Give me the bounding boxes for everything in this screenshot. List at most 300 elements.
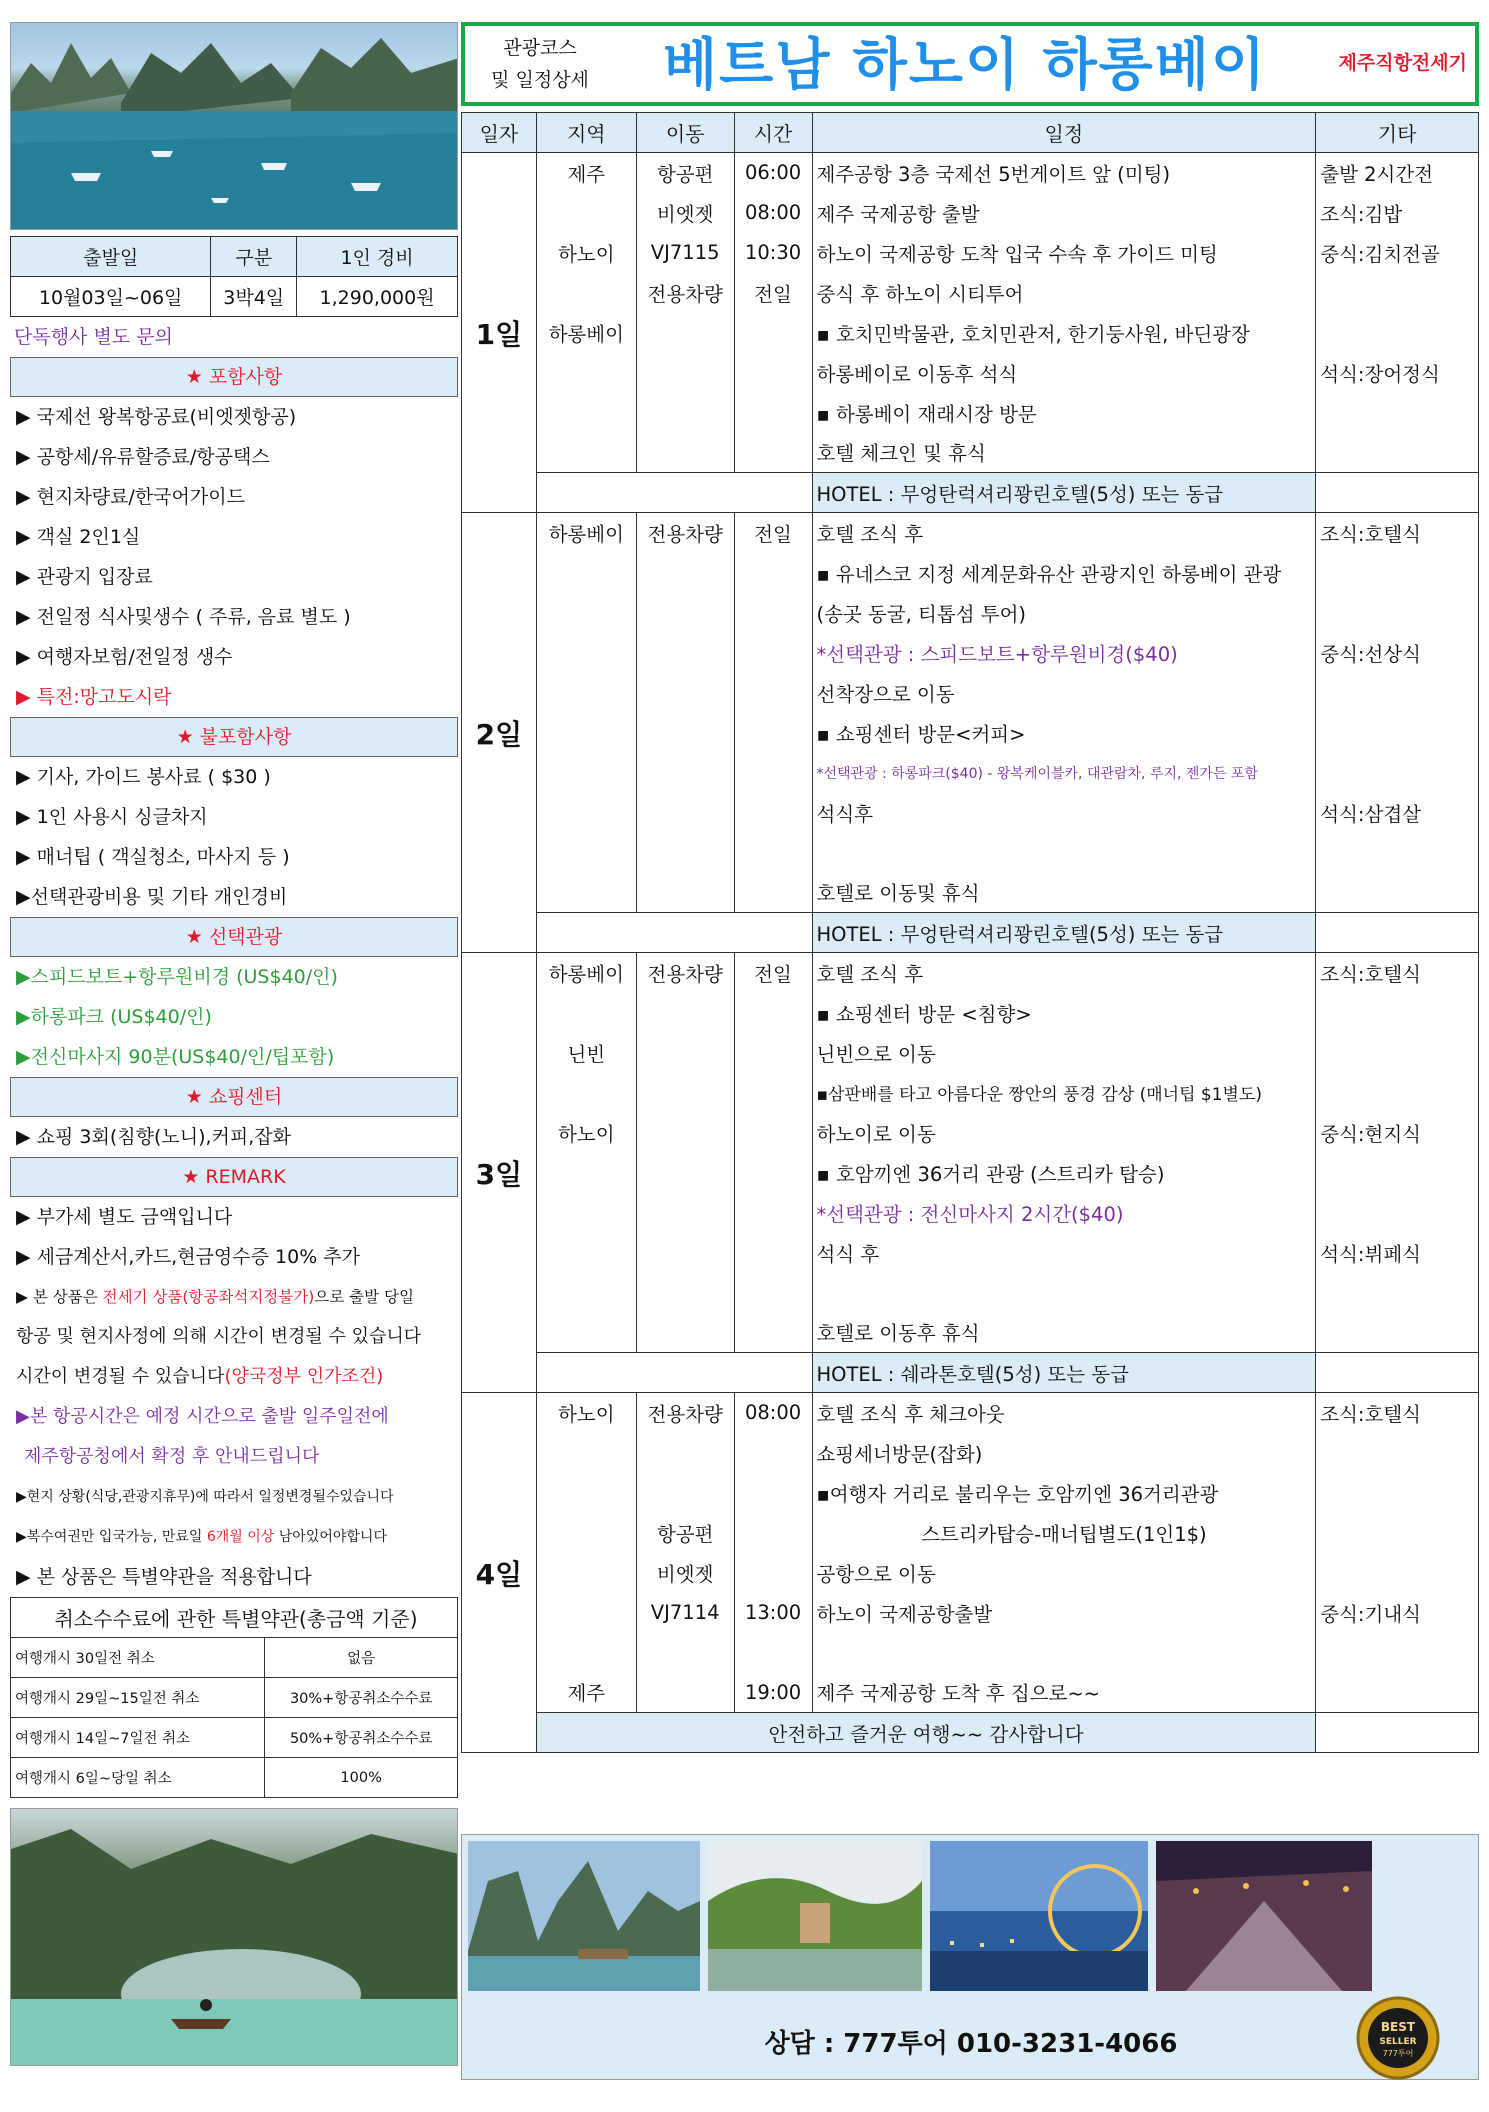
price-table: [10, 236, 458, 317]
hotel-row: [462, 473, 1479, 513]
ferris-wheel-night-photo: [930, 1841, 1148, 1991]
hotel-row-spacer: [536, 913, 812, 953]
badge-text-best: BEST: [1380, 2020, 1416, 2034]
etc-cell: [1316, 713, 1479, 753]
transport-cell: 전용차량: [636, 513, 734, 553]
etc-cell: [1316, 833, 1479, 873]
schedule-cell: 중식 후 하노이 시티투어: [812, 273, 1316, 313]
etc-cell: 조식:호텔식: [1316, 513, 1479, 553]
region-cell: 하노이: [536, 1393, 636, 1433]
remark-highlight: 6개월 이상: [206, 1529, 275, 1545]
transport-cell: [636, 753, 734, 793]
schedule-cell: [812, 1273, 1316, 1313]
region-cell: [536, 1073, 636, 1113]
region-cell: [536, 633, 636, 673]
thanks-row: [462, 1713, 1479, 1753]
etc-cell: [1316, 993, 1479, 1033]
etc-cell: [1316, 1433, 1479, 1473]
table-row: [462, 673, 1479, 713]
day-label: 4일: [462, 1393, 537, 1753]
remark-text: ▶ 본 상품은: [16, 1288, 103, 1306]
col-header-region: 지역: [536, 113, 636, 153]
transport-cell: [636, 433, 734, 473]
transport-cell: [636, 1633, 734, 1673]
time-cell: 08:00: [734, 193, 812, 233]
cancellation-fee: 100%: [265, 1758, 458, 1798]
optional-section-title: ★ 선택관광: [10, 917, 458, 957]
thanks-message: 안전하고 즐거운 여행~~ 감사합니다: [536, 1713, 1315, 1753]
best-seller-badge: [1348, 1995, 1448, 2081]
remark-text: 시간이 변경될 수 있습니다: [16, 1366, 225, 1387]
cancellation-period: 여행개시 30일전 취소: [11, 1638, 265, 1678]
transport-cell: [636, 393, 734, 433]
etc-cell: 중식:선상식: [1316, 633, 1479, 673]
transport-cell: [636, 713, 734, 753]
region-cell: [536, 873, 636, 913]
hotel-row-etc: [1316, 473, 1479, 513]
schedule-cell: 선착장으로 이동: [812, 673, 1316, 713]
cancellation-fee: 30%+항공취소수수료: [265, 1678, 458, 1718]
transport-cell: [636, 1193, 734, 1233]
schedule-cell: ▪삼판배를 타고 아름다운 짱안의 풍경 감상 (매너팁 $1별도): [812, 1073, 1316, 1113]
charter-flight-label: 제주직항전세기: [1338, 52, 1467, 74]
price-cost: 1,290,000원: [297, 277, 458, 317]
cancellation-fee: 없음: [265, 1638, 458, 1678]
remark-line: [10, 1277, 458, 1317]
itinerary-table: [461, 112, 1479, 1753]
region-cell: [536, 1553, 636, 1593]
optional-item: ▶하롱파크 (US$40/인): [16, 1006, 212, 1028]
schedule-cell-optional-tour: *선택관광 : 하롱파크($40) - 왕복케이블카, 대관람차, 루지, 젠가든 포함: [812, 753, 1316, 793]
transport-cell: [636, 1433, 734, 1473]
time-cell: [734, 1113, 812, 1153]
cancellation-period: 여행개시 29일~15일전 취소: [11, 1678, 265, 1718]
table-row: [462, 993, 1479, 1033]
included-item: ▶ 여행자보험/전일정 생수: [16, 646, 233, 668]
etc-cell: 석식:장어정식: [1316, 353, 1479, 393]
transport-cell: [636, 833, 734, 873]
time-cell: [734, 1033, 812, 1073]
remark-line: [10, 1357, 458, 1397]
schedule-cell: 하노이 국제공항 도착 입국 수속 후 가이드 미팅: [812, 233, 1316, 273]
time-cell: [734, 793, 812, 833]
excluded-item: ▶ 기사, 가이드 봉사료 ( $30 ): [16, 766, 271, 788]
remark-line: ▶ 세금계산서,카드,현금영수증 10% 추가: [16, 1246, 360, 1268]
transport-cell: 전용차량: [636, 1393, 734, 1433]
cancellation-period: 여행개시 14일~7일전 취소: [11, 1718, 265, 1758]
transport-cell: [636, 1153, 734, 1193]
hanoi-lake-photo: [708, 1841, 922, 1991]
etc-cell: [1316, 1193, 1479, 1233]
table-row: [462, 1593, 1479, 1633]
region-cell: [536, 1233, 636, 1273]
time-cell: [734, 313, 812, 353]
schedule-cell: 석식 후: [812, 1233, 1316, 1273]
hotel-info: HOTEL : 무엉탄럭셔리꽝린호텔(5성) 또는 동급: [812, 473, 1316, 513]
schedule-cell: 호텔로 이동및 휴식: [812, 873, 1316, 913]
col-header-transport: 이동: [636, 113, 734, 153]
remark-text: ▶복수여권만 입국가능, 만료일: [16, 1529, 207, 1545]
time-cell: [734, 353, 812, 393]
transport-cell: [636, 873, 734, 913]
time-cell: [734, 1073, 812, 1113]
etc-cell: 중식:김치전골: [1316, 233, 1479, 273]
etc-cell: 조식:호텔식: [1316, 1393, 1479, 1433]
schedule-cell: ▪ 쇼핑센터 방문<커피>: [812, 713, 1316, 753]
time-cell: [734, 713, 812, 753]
table-row: [462, 1113, 1479, 1153]
optional-item: ▶스피드보트+항루원비경 (US$40/인): [16, 966, 338, 988]
transport-cell: [636, 1473, 734, 1513]
remark-highlight: 전세기 상품(항공좌석지정불가): [102, 1288, 315, 1306]
schedule-cell: ▪ 호치민박물관, 호치민관저, 한기둥사원, 바딘광장: [812, 313, 1316, 353]
contact-info: 상담 : 777투어 010-3231-4066: [764, 2029, 1178, 2059]
cancellation-period: 여행개시 6일~당일 취소: [11, 1758, 265, 1798]
schedule-cell: 닌빈으로 이동: [812, 1033, 1316, 1073]
col-header-schedule: 일정: [812, 113, 1316, 153]
time-cell: 10:30: [734, 233, 812, 273]
photo-gallery: [461, 1834, 1479, 2080]
etc-cell: [1316, 273, 1479, 313]
transport-cell: 항공편: [636, 1513, 734, 1553]
time-cell: [734, 1313, 812, 1353]
etc-cell: [1316, 1553, 1479, 1593]
time-cell: [734, 753, 812, 793]
region-cell: 하롱베이: [536, 513, 636, 553]
col-header-etc: 기타: [1316, 113, 1479, 153]
schedule-cell: 쇼핑세너방문(잡화): [812, 1433, 1316, 1473]
schedule-cell: 제주공항 3층 국제선 5번게이트 앞 (미팅): [812, 153, 1316, 193]
remark-line: ▶ 본 상품은 특별약관을 적용합니다: [16, 1566, 312, 1588]
header-subtitle-line: 관광코스: [503, 37, 577, 59]
region-cell: [536, 1473, 636, 1513]
etc-cell: [1316, 1473, 1479, 1513]
schedule-cell: 하노이 국제공항출발: [812, 1593, 1316, 1633]
schedule-cell: 호텔 조식 후: [812, 953, 1316, 993]
region-cell: [536, 1153, 636, 1193]
table-row: [462, 1073, 1479, 1113]
table-row: [462, 1633, 1479, 1673]
table-row: [462, 953, 1479, 993]
col-header-time: 시간: [734, 113, 812, 153]
transport-cell: [636, 793, 734, 833]
region-cell: [536, 433, 636, 473]
schedule-cell: 호텔 조식 후 체크아웃: [812, 1393, 1316, 1433]
schedule-cell: ▪ 쇼핑센터 방문 <침향>: [812, 993, 1316, 1033]
table-row: [462, 1233, 1479, 1273]
region-cell: 하노이: [536, 233, 636, 273]
region-cell: [536, 593, 636, 633]
price-header-date: 출발일: [11, 237, 211, 277]
shopping-section-title: ★ 쇼핑센터: [10, 1077, 458, 1117]
region-cell: [536, 673, 636, 713]
etc-cell: [1316, 1673, 1479, 1713]
time-cell: [734, 993, 812, 1033]
etc-cell: 중식:기내식: [1316, 1593, 1479, 1633]
region-cell: [536, 713, 636, 753]
cancellation-fee: 50%+항공취소수수료: [265, 1718, 458, 1758]
hotel-info: HOTEL : 무엉탄럭셔리꽝린호텔(5성) 또는 동급: [812, 913, 1316, 953]
table-row: [462, 193, 1479, 233]
table-row: [462, 553, 1479, 593]
schedule-cell: (송곳 동굴, 티톱섬 투어): [812, 593, 1316, 633]
thanks-row-etc: [1316, 1713, 1479, 1753]
transport-cell: [636, 1073, 734, 1113]
transport-cell: [636, 1273, 734, 1313]
cancellation-table: [10, 1597, 458, 1798]
etc-cell: [1316, 1153, 1479, 1193]
remark-line: [10, 1517, 458, 1557]
schedule-cell: 제주 국제공항 출발: [812, 193, 1316, 233]
included-section-title: ★ 포함사항: [10, 357, 458, 397]
transport-cell: [636, 993, 734, 1033]
transport-cell: [636, 593, 734, 633]
hotel-row: [462, 913, 1479, 953]
left-column: [10, 22, 458, 2066]
excluded-item: ▶선택관광비용 및 기타 개인경비: [16, 886, 288, 908]
region-cell: 하롱베이: [536, 953, 636, 993]
time-cell: [734, 1513, 812, 1553]
time-cell: [734, 833, 812, 873]
time-cell: 19:00: [734, 1673, 812, 1713]
time-cell: [734, 1273, 812, 1313]
col-header-day: 일자: [462, 113, 537, 153]
etc-cell: [1316, 1033, 1479, 1073]
table-row: [462, 233, 1479, 273]
cave-boat-photo: [10, 1808, 458, 2066]
transport-cell: [636, 633, 734, 673]
table-row: [462, 873, 1479, 913]
schedule-cell: 하노이로 이동: [812, 1113, 1316, 1153]
table-row: [462, 1433, 1479, 1473]
table-row: [462, 1193, 1479, 1233]
region-cell: 제주: [536, 1673, 636, 1713]
region-cell: 닌빈: [536, 1033, 636, 1073]
price-header-cost: 1인 경비: [297, 237, 458, 277]
transport-cell: [636, 1233, 734, 1273]
table-row: [462, 1313, 1479, 1353]
etc-cell: 조식:호텔식: [1316, 953, 1479, 993]
etc-cell: [1316, 1313, 1479, 1353]
schedule-cell: 호텔 조식 후: [812, 513, 1316, 553]
transport-cell: [636, 313, 734, 353]
time-cell: [734, 1633, 812, 1673]
transport-cell: [636, 1113, 734, 1153]
region-cell: [536, 1593, 636, 1633]
price-date: 10월03일~06일: [11, 277, 211, 317]
etc-cell: [1316, 553, 1479, 593]
table-row: [462, 1033, 1479, 1073]
table-row: [462, 713, 1479, 753]
remark-line: ▶ 부가세 별도 금액입니다: [16, 1206, 233, 1228]
region-cell: [536, 753, 636, 793]
etc-cell: [1316, 1513, 1479, 1553]
time-cell: [734, 633, 812, 673]
excluded-item: ▶ 1인 사용시 싱글차지: [16, 806, 208, 828]
table-row: [462, 1673, 1479, 1713]
day-label: 1일: [462, 153, 537, 513]
etc-cell: [1316, 873, 1479, 913]
hotel-row: [462, 1353, 1479, 1393]
etc-cell: [1316, 433, 1479, 473]
halong-bay-photo: [10, 22, 458, 230]
schedule-cell: 호텔 체크인 및 휴식: [812, 433, 1316, 473]
day-label: 3일: [462, 953, 537, 1393]
table-row: [462, 1513, 1479, 1553]
transport-cell: [636, 553, 734, 593]
price-header-type: 구분: [211, 237, 297, 277]
page-title: 베트남 하노이 하롱베이: [663, 33, 1267, 98]
table-row: [462, 393, 1479, 433]
transport-cell: 항공편: [636, 153, 734, 193]
header-subtitle-line: 및 일정상세: [491, 69, 589, 91]
schedule-cell: 스트리카탑승-매너팁별도(1인1$): [812, 1513, 1316, 1553]
transport-cell: VJ7114: [636, 1593, 734, 1633]
cancellation-title: 취소수수료에 관한 특별약관(총금액 기준): [11, 1598, 458, 1638]
remark-text: 으로 출발 당일: [314, 1288, 414, 1306]
table-row: [462, 153, 1479, 193]
transport-cell: 전용차량: [636, 953, 734, 993]
region-cell: [536, 1313, 636, 1353]
table-row: [462, 753, 1479, 793]
table-row: [462, 1553, 1479, 1593]
region-cell: [536, 1633, 636, 1673]
etc-cell: [1316, 753, 1479, 793]
table-row: [462, 793, 1479, 833]
included-item: ▶ 전일정 식사및생수 ( 주류, 음료 별도 ): [16, 606, 351, 628]
etc-cell: 석식:뷔페식: [1316, 1233, 1479, 1273]
etc-cell: 출발 2시간전: [1316, 153, 1479, 193]
remark-text: 남아있어야합니다: [274, 1529, 387, 1545]
time-cell: [734, 1433, 812, 1473]
halong-islands-photo: [468, 1841, 700, 1991]
etc-cell: [1316, 1073, 1479, 1113]
transport-cell: [636, 353, 734, 393]
time-cell: 06:00: [734, 153, 812, 193]
schedule-cell: ▪ 호암끼엔 36거리 관광 (스트리카 탑승): [812, 1153, 1316, 1193]
table-row: [462, 1393, 1479, 1433]
time-cell: [734, 1193, 812, 1233]
time-cell: 전일: [734, 953, 812, 993]
schedule-cell: ▪여행자 거리로 불리우는 호암끼엔 36거리관광: [812, 1473, 1316, 1513]
time-cell: [734, 433, 812, 473]
price-duration: 3박4일: [211, 277, 297, 317]
badge-text-seller: SELLER: [1379, 2037, 1417, 2047]
transport-cell: [636, 1313, 734, 1353]
region-cell: [536, 353, 636, 393]
region-cell: [536, 1433, 636, 1473]
region-cell: [536, 1193, 636, 1233]
schedule-cell: 호텔로 이동후 휴식: [812, 1313, 1316, 1353]
etc-cell: [1316, 593, 1479, 633]
included-item: ▶ 국제선 왕복항공료(비엣젯항공): [16, 406, 297, 428]
included-special-benefit: ▶ 특전:망고도시락: [16, 686, 172, 708]
header-subtitle: [465, 32, 615, 96]
region-cell: [536, 833, 636, 873]
private-tour-inquiry: 단독행사 별도 문의: [14, 326, 173, 348]
remark-line: ▶본 항공시간은 예정 시간으로 출발 일주일전에: [16, 1406, 389, 1427]
table-row: [462, 353, 1479, 393]
etc-cell: [1316, 673, 1479, 713]
transport-cell: 비엣젯: [636, 193, 734, 233]
schedule-cell: ▪ 하롱베이 재래시장 방문: [812, 393, 1316, 433]
etc-cell: 중식:현지식: [1316, 1113, 1479, 1153]
schedule-cell: 하롱베이로 이동후 석식: [812, 353, 1316, 393]
remark-line: 항공 및 현지사정에 의해 시간이 변경될 수 있습니다: [16, 1326, 422, 1347]
time-cell: [734, 553, 812, 593]
schedule-cell: 제주 국제공항 도착 후 집으로~~: [812, 1673, 1316, 1713]
region-cell: [536, 193, 636, 233]
region-cell: [536, 793, 636, 833]
schedule-cell-optional-tour: *선택관광 : 전신마사지 2시간($40): [812, 1193, 1316, 1233]
schedule-cell: 공항으로 이동: [812, 1553, 1316, 1593]
table-row: [462, 633, 1479, 673]
table-row: [462, 1473, 1479, 1513]
transport-cell: [636, 1033, 734, 1073]
time-cell: [734, 1553, 812, 1593]
transport-cell: [636, 673, 734, 713]
time-cell: [734, 1153, 812, 1193]
etc-cell: [1316, 313, 1479, 353]
schedule-cell: [812, 1633, 1316, 1673]
region-cell: [536, 393, 636, 433]
hotel-row-etc: [1316, 913, 1479, 953]
region-cell: 제주: [536, 153, 636, 193]
time-cell: [734, 593, 812, 633]
region-cell: [536, 553, 636, 593]
hotel-info: HOTEL : 쉐라톤호텔(5성) 또는 동급: [812, 1353, 1316, 1393]
included-item: ▶ 관광지 입장료: [16, 566, 153, 588]
table-row: [462, 313, 1479, 353]
region-cell: [536, 273, 636, 313]
hotel-row-spacer: [536, 1353, 812, 1393]
remark-line: ▶현지 상황(식당,관광지휴무)에 따라서 일정변경될수있습니다: [16, 1489, 394, 1505]
table-row: [462, 273, 1479, 313]
time-cell: 08:00: [734, 1393, 812, 1433]
included-item: ▶ 객실 2인1실: [16, 526, 141, 548]
schedule-cell: ▪ 유네스코 지정 세계문화유산 관광지인 하롱베이 관광: [812, 553, 1316, 593]
included-item: ▶ 공항세/유류할증료/항공택스: [16, 446, 270, 468]
transport-cell: [636, 1673, 734, 1713]
region-cell: [536, 1513, 636, 1553]
transport-cell: 비엣젯: [636, 1553, 734, 1593]
excluded-item: ▶ 매너팁 ( 객실청소, 마사지 등 ): [16, 846, 290, 868]
time-cell: [734, 673, 812, 713]
schedule-cell-optional-tour: *선택관광 : 스피드보트+항루원비경($40): [812, 633, 1316, 673]
etc-cell: 조식:김밥: [1316, 193, 1479, 233]
time-cell: [734, 393, 812, 433]
hotel-row-spacer: [536, 473, 812, 513]
etc-cell: [1316, 393, 1479, 433]
schedule-cell: [812, 833, 1316, 873]
time-cell: [734, 873, 812, 913]
remark-highlight: (양국정부 인가조건): [224, 1366, 384, 1387]
remark-line: 제주항공청에서 확정 후 안내드립니다: [24, 1446, 320, 1467]
table-row: [462, 513, 1479, 553]
night-market-photo: [1156, 1841, 1372, 1991]
shopping-item: ▶ 쇼핑 3회(침향(노니),커피,잡화: [16, 1126, 291, 1148]
badge-text-brand: 777투어: [1382, 2049, 1414, 2058]
time-cell: [734, 1233, 812, 1273]
etc-cell: 석식:삼겹살: [1316, 793, 1479, 833]
table-row: [462, 1153, 1479, 1193]
remark-section-title: ★ REMARK: [10, 1157, 458, 1197]
time-cell: [734, 1473, 812, 1513]
table-row: [462, 593, 1479, 633]
transport-cell: VJ7115: [636, 233, 734, 273]
table-row: [462, 833, 1479, 873]
region-cell: [536, 1273, 636, 1313]
